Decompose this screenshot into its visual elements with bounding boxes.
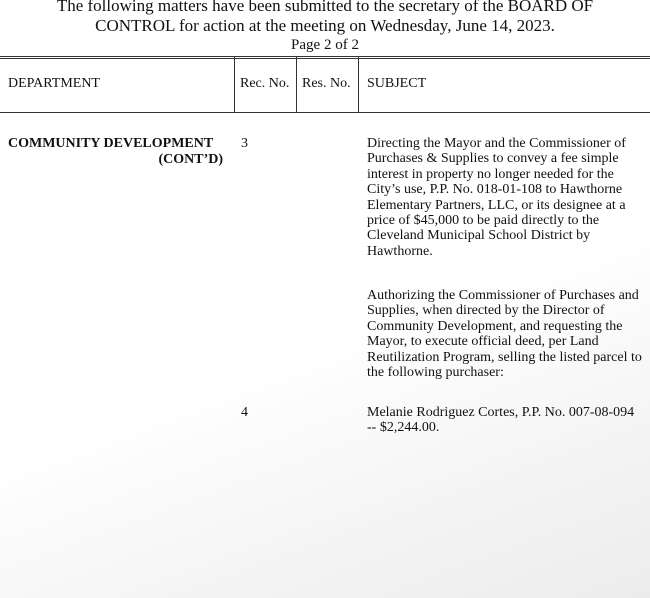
rec-number: 3 xyxy=(241,136,248,151)
column-divider xyxy=(358,57,359,113)
table-top-rule xyxy=(0,56,650,57)
column-divider xyxy=(234,57,235,113)
header-line-1: The following matters have been submitted to the secretary of the BOARD OF xyxy=(56,0,594,15)
rec-number: 4 xyxy=(241,405,248,420)
page-number: Page 2 of 2 xyxy=(291,37,359,53)
department-continued-label: (CONT’D) xyxy=(158,152,223,167)
table-header-bottom-rule xyxy=(0,112,650,113)
column-header-rec-no: Rec. No. xyxy=(240,76,290,91)
subject-text: Directing the Mayor and the Commissioner of Purchases & Supplies to convey a fee simple interest in property no longer needed for the City’s use, P.P. No. 018-01-108 to Hawthorne Elementary Partners, LLC, or its designee at a price of $45,000 to be paid directly to the Cleveland Municipal School District by Hawthorne. xyxy=(367,136,626,259)
column-divider xyxy=(296,57,297,113)
subject-text: Authorizing the Commissioner of Purchases and Supplies, when directed by the Director of Community Development, and requesting the Mayor, to execute official deed, per Land Reutilization Program, selling the listed parcel to the following purchaser: xyxy=(367,288,642,381)
header-line-2: CONTROL for action at the meeting on Wednesday, June 14, 2023. xyxy=(95,16,555,35)
subject-text: Melanie Rodriguez Cortes, P.P. No. 007-08-094 -- $2,244.00. xyxy=(367,405,635,436)
column-header-department: DEPARTMENT xyxy=(8,76,100,91)
department-name xyxy=(8,136,223,168)
column-header-res-no: Res. No. xyxy=(302,76,351,91)
table-top-rule-double xyxy=(0,58,650,59)
document-header xyxy=(0,0,650,54)
department-label: COMMUNITY DEVELOPMENT xyxy=(8,136,214,151)
column-header-subject: SUBJECT xyxy=(367,76,427,91)
